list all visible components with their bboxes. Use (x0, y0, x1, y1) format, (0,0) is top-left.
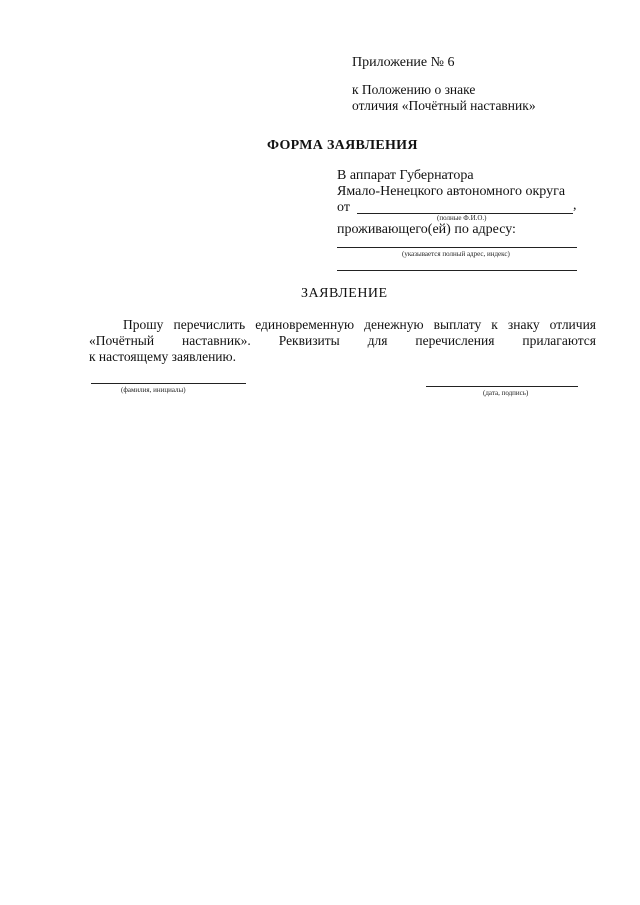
body-line-3: к настоящему заявлению. (89, 349, 236, 364)
name-signature-line[interactable] (91, 383, 246, 384)
date-signature-line[interactable] (426, 386, 578, 387)
date-caption: (дата, подпись) (483, 389, 529, 397)
name-caption: (фамилия, инициалы) (121, 386, 186, 394)
from-label: от (337, 200, 350, 215)
addressee-line1: В аппарат Губернатора (337, 168, 474, 183)
appendix-number: Приложение № 6 (352, 55, 455, 70)
body-line-2: «Почётный наставник». Реквизиты для перечисления прилагаются (89, 333, 596, 348)
appendix-ref-line1: к Положению о знаке (352, 82, 476, 97)
address-blank-line-1[interactable] (337, 247, 577, 248)
body-line-1: Прошу перечислить единовременную денежную выплату к знаку отличия (123, 317, 596, 332)
appendix-ref-line2: отличия «Почётный наставник» (352, 98, 536, 113)
form-title: ФОРМА ЗАЯВЛЕНИЯ (267, 138, 418, 153)
statement-title: ЗАЯВЛЕНИЕ (301, 286, 388, 301)
addressee-line2: Ямало-Ненецкого автономного округа (337, 184, 566, 199)
from-trailing-comma: , (573, 198, 577, 213)
address-blank-line-2[interactable] (337, 270, 577, 271)
statement-body (89, 317, 596, 365)
fio-caption: (полные Ф.И.О.) (437, 214, 487, 222)
residing-label: проживающего(ей) по адресу: (337, 222, 516, 237)
address-caption: (указывается полный адрес, индекс) (402, 250, 510, 258)
